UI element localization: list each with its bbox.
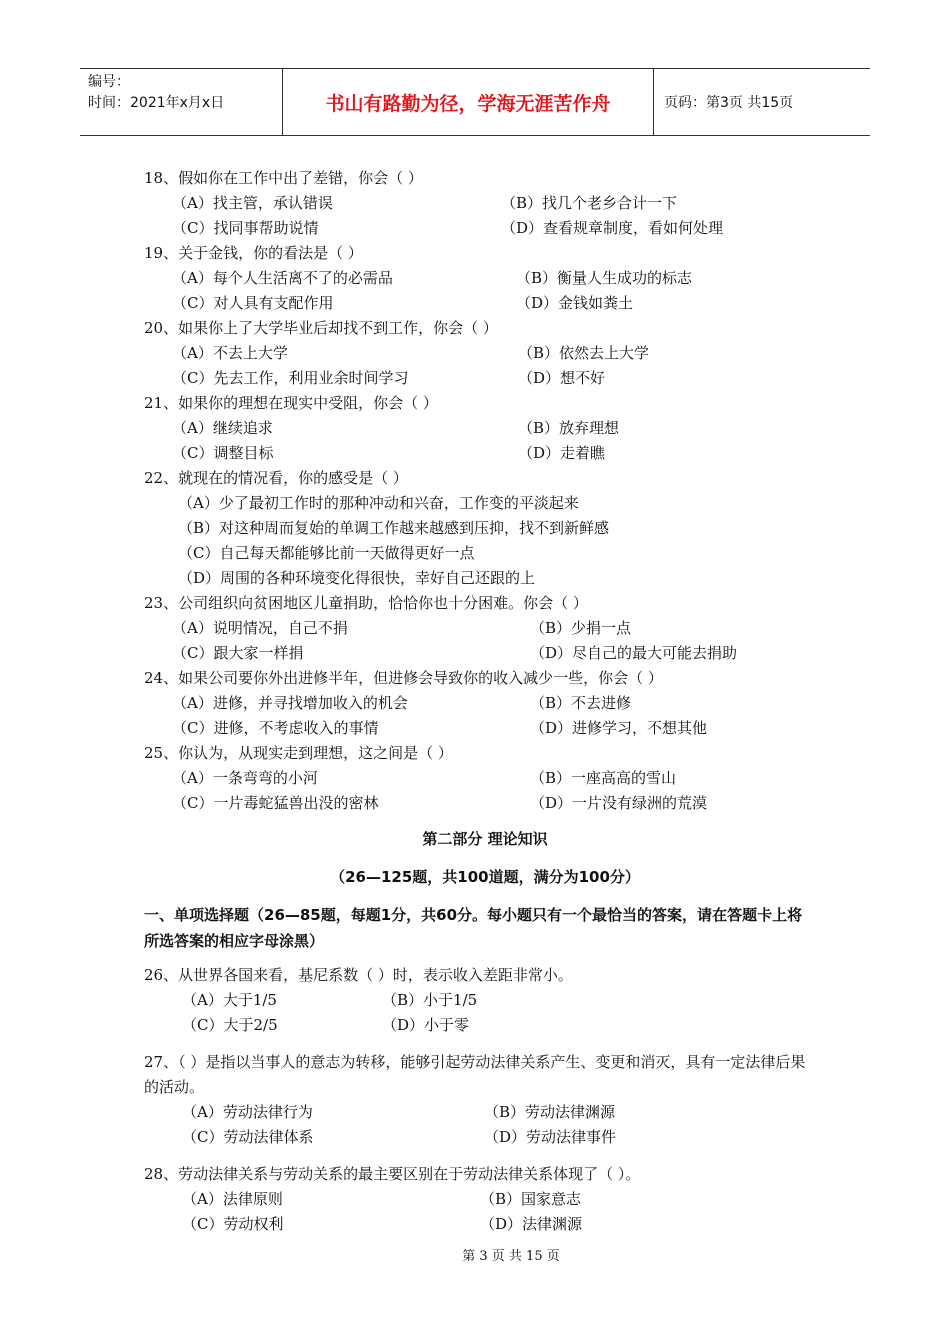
option-c: （C）劳动法律体系 [182, 1128, 314, 1146]
option-row [0, 291, 950, 316]
number-label: 编号： [88, 74, 130, 90]
question-stem: 28、劳动法律关系与劳动关系的最主要区别在于劳动法律关系体现了（ ）。 [144, 1165, 641, 1183]
option-d: （D）走着瞧 [518, 444, 606, 462]
option-row [0, 516, 950, 541]
question-24 [0, 666, 950, 691]
option-row [0, 616, 950, 641]
question-19 [0, 241, 950, 266]
option-d: （D）查看规章制度，看如何处理 [501, 219, 724, 237]
option-a: （A）说明情况，自己不捐 [172, 619, 348, 637]
option-row [0, 541, 950, 566]
question-23 [0, 591, 950, 616]
option-row [0, 766, 950, 791]
option-d: （D）劳动法律事件 [484, 1128, 617, 1146]
document-body [0, 166, 950, 816]
question-25 [0, 741, 950, 766]
question-26 [0, 963, 950, 988]
option-row [0, 1187, 950, 1212]
option-d: （D）想不好 [518, 369, 606, 387]
section-heading: 一、单项选择题（26—85题，每题1分，共60分。每小题只有一个最恰当的答案，请在答题卡上将所选答案的相应字母涂黑） [144, 906, 803, 950]
option-a: （A）找主管，承认错误 [172, 194, 333, 212]
option-b: （B）放弃理想 [518, 419, 620, 437]
option-b: （B）不去进修 [530, 694, 632, 712]
question-stem: 18、假如你在工作中出了差错，你会（ ） [144, 169, 423, 187]
option-c: （C）对人具有支配作用 [172, 294, 334, 312]
option-row [0, 1212, 950, 1237]
option-a: （A）少了最初工作时的那种冲动和兴奋，工作变的平淡起来 [178, 494, 579, 512]
time-label: 时间：2021年x月x日 [88, 95, 225, 111]
option-row [0, 366, 950, 391]
option-c: （C）进修，不考虑收入的事情 [172, 719, 379, 737]
option-row [0, 441, 950, 466]
option-row [0, 716, 950, 741]
option-d: （D）法律渊源 [480, 1215, 583, 1233]
option-d: （D）尽自己的最大可能去捐助 [530, 644, 738, 662]
part-subtitle: （26—125题，共100道题，满分为100分） [330, 868, 640, 886]
question-22 [0, 466, 950, 491]
option-row [0, 641, 950, 666]
option-d: （D）小于零 [382, 1016, 470, 1034]
header-meta [80, 69, 282, 135]
option-b: （B）国家意志 [480, 1190, 582, 1208]
option-c: （C）自己每天都能够比前一天做得更好一点 [178, 544, 475, 562]
option-d: （D）周围的各种环境变化得很快，幸好自己还跟的上 [178, 569, 536, 587]
option-row [0, 491, 950, 516]
option-row [0, 341, 950, 366]
question-21 [0, 391, 950, 416]
question-stem: 22、就现在的情况看，你的感受是（ ） [144, 469, 408, 487]
option-c: （C）大于2/5 [182, 1016, 278, 1034]
option-a: （A）劳动法律行为 [182, 1103, 313, 1121]
option-b: （B）依然去上大学 [518, 344, 650, 362]
option-row [0, 216, 950, 241]
question-stem: 20、如果你上了大学毕业后却找不到工作，你会（ ） [144, 319, 498, 337]
option-row [0, 191, 950, 216]
question-stem: 26、从世界各国来看，基尼系数（ ）时，表示收入差距非常小。 [144, 966, 573, 984]
question-stem: 27、（ ）是指以当事人的意志为转移，能够引起劳动法律关系产生、变更和消灭，具有一定法律后果的活动。 [144, 1053, 806, 1096]
option-b: （B）一座高高的雪山 [530, 769, 677, 787]
option-a: （A）一条弯弯的小河 [172, 769, 318, 787]
page-header [80, 68, 870, 136]
option-b: （B）衡量人生成功的标志 [516, 269, 693, 287]
question-18 [0, 166, 950, 191]
option-c: （C）跟大家一样捐 [172, 644, 304, 662]
option-row [0, 416, 950, 441]
question-stem: 25、你认为，从现实走到理想，这之间是（ ） [144, 744, 453, 762]
option-a: （A）每个人生活离不了的必需品 [172, 269, 393, 287]
option-row [0, 988, 950, 1013]
option-b: （B）小于1/5 [382, 991, 478, 1009]
header-motto: 书山有路勤为径，学海无涯苦作舟 [282, 69, 654, 135]
page-footer: 第 3 页 共 15 页 [462, 1249, 560, 1264]
questions-part2 [0, 963, 950, 1237]
option-c: （C）一片毒蛇猛兽出没的密林 [172, 794, 379, 812]
question-stem: 24、如果公司要你外出进修半年，但进修会导致你的收入减少一些，你会（ ） [144, 669, 663, 687]
option-b: （B）少捐一点 [530, 619, 632, 637]
option-c: （C）劳动权利 [182, 1215, 284, 1233]
header-page-info: 页码：第3页 共15页 [664, 95, 794, 111]
option-a: （A）进修，并寻找增加收入的机会 [172, 694, 408, 712]
question-stem: 19、关于金钱，你的看法是（ ） [144, 244, 363, 262]
question-stem: 21、如果你的理想在现实中受阻，你会（ ） [144, 394, 438, 412]
option-d: （D）金钱如粪土 [516, 294, 634, 312]
option-b: （B）劳动法律渊源 [484, 1103, 616, 1121]
question-28 [0, 1162, 950, 1187]
option-c: （C）调整目标 [172, 444, 274, 462]
option-a: （A）不去上大学 [172, 344, 288, 362]
option-a: （A）大于1/5 [182, 991, 277, 1009]
option-row [0, 266, 950, 291]
option-row [0, 1100, 950, 1125]
option-row [0, 791, 950, 816]
option-row [0, 691, 950, 716]
question-stem: 23、公司组织向贫困地区儿童捐助，恰恰你也十分困难。你会（ ） [144, 594, 588, 612]
option-c: （C）找同事帮助说情 [172, 219, 319, 237]
part-title: 第二部分 理论知识 [422, 830, 548, 848]
option-a: （A）法律原则 [182, 1190, 283, 1208]
question-20 [0, 316, 950, 341]
option-row [0, 1125, 950, 1150]
option-row [0, 566, 950, 591]
option-d: （D）进修学习，不想其他 [530, 719, 708, 737]
option-d: （D）一片没有绿洲的荒漠 [530, 794, 708, 812]
option-row [0, 1013, 950, 1038]
option-b: （B）找几个老乡合计一下 [501, 194, 678, 212]
question-27 [0, 1050, 950, 1100]
option-b: （B）对这种周而复始的单调工作越来越感到压抑，找不到新鲜感 [178, 519, 610, 537]
option-a: （A）继续追求 [172, 419, 273, 437]
option-c: （C）先去工作，利用业余时间学习 [172, 369, 409, 387]
